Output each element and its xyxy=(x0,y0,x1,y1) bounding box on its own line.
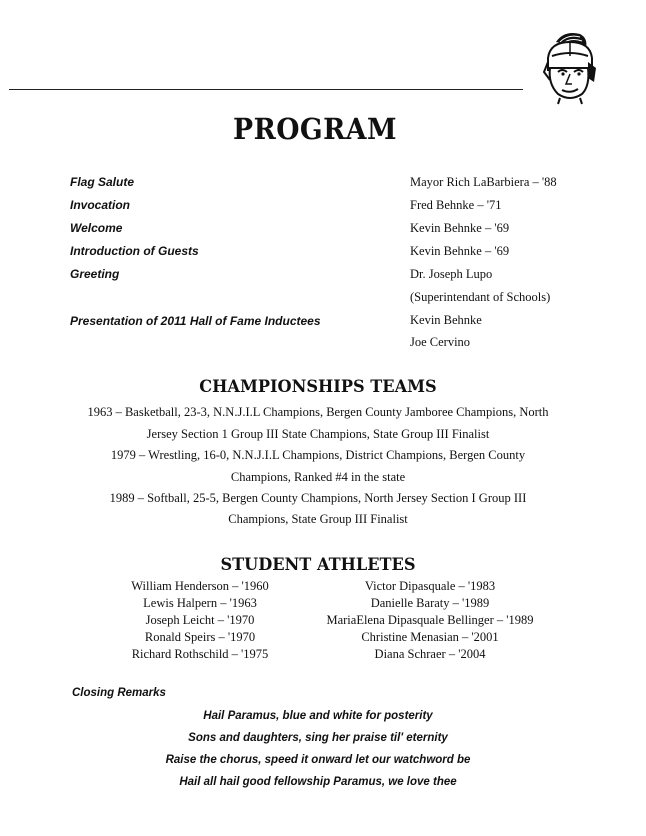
presenter-2: Joe Cervino xyxy=(410,335,471,349)
lyric-line: Sons and daughters, sing her praise til' eternity xyxy=(188,732,448,744)
presenter-1: Kevin Behnke xyxy=(410,313,482,327)
championship-line: Champions, Ranked #4 in the state xyxy=(230,470,406,484)
event-presentation: Presentation of 2011 Hall of Fame Inductees xyxy=(70,314,321,328)
championship-line: Champions, State Group III Finalist xyxy=(228,512,408,526)
athlete-name: Diana Schraer – '2004 xyxy=(374,647,486,661)
event-introduction-of-guests: Introduction of Guests xyxy=(70,244,199,258)
athlete-name: Christine Menasian – '2001 xyxy=(361,630,499,644)
person-invocation: Fred Behnke – '71 xyxy=(410,198,502,212)
athlete-name: Joseph Leicht – '1970 xyxy=(145,613,255,627)
lyric-line: Raise the chorus, speed it onward let our watchword be xyxy=(165,754,471,766)
athlete-name: MariaElena Dipasquale Bellinger – '1989 xyxy=(326,613,534,627)
person-flag-salute: Mayor Rich LaBarbiera – '88 xyxy=(410,175,557,189)
page-title: PROGRAM xyxy=(233,112,397,146)
championship-line: Jersey Section 1 Group III State Champions, State Group III Finalist xyxy=(146,427,490,441)
athlete-name: Richard Rothschild – '1975 xyxy=(131,647,269,661)
championship-line: 1979 – Wrestling, 16-0, N.N.J.I.L Champions, District Champions, Bergen County xyxy=(110,448,526,462)
closing-remarks-label: Closing Remarks xyxy=(72,687,166,699)
person-welcome: Kevin Behnke – '69 xyxy=(410,221,510,235)
lyric-line: Hail Paramus, blue and white for posterity xyxy=(203,710,433,722)
athlete-name: Danielle Baraty – '1989 xyxy=(370,596,490,610)
athlete-name: Lewis Halpern – '1963 xyxy=(143,596,257,610)
athlete-name: Ronald Speirs – '1970 xyxy=(144,630,256,644)
header-rule xyxy=(9,89,523,90)
championship-line: 1963 – Basketball, 23-3, N.N.J.I.L Champions, Bergen County Jamboree Champions, North xyxy=(87,405,549,419)
person-introduction-of-guests: Kevin Behnke – '69 xyxy=(410,244,510,258)
athlete-name: Victor Dipasquale – '1983 xyxy=(364,579,496,593)
greeting-note: (Superintendant of Schools) xyxy=(410,290,551,304)
lyric-line: Hail all hail good fellowship Paramus, we love thee xyxy=(179,776,457,788)
championship-line: 1989 – Softball, 25-5, Bergen County Champions, North Jersey Section I Group III xyxy=(109,491,527,505)
event-welcome: Welcome xyxy=(70,221,123,235)
spartan-mascot-icon xyxy=(536,28,602,106)
person-greeting: Dr. Joseph Lupo xyxy=(410,267,493,281)
event-greeting: Greeting xyxy=(70,267,120,281)
athlete-name: William Henderson – '1960 xyxy=(131,579,269,593)
student-athletes-title: STUDENT ATHLETES xyxy=(220,555,416,575)
event-flag-salute: Flag Salute xyxy=(70,175,135,189)
championships-title: CHAMPIONSHIPS TEAMS xyxy=(199,377,437,397)
event-invocation: Invocation xyxy=(70,198,131,212)
